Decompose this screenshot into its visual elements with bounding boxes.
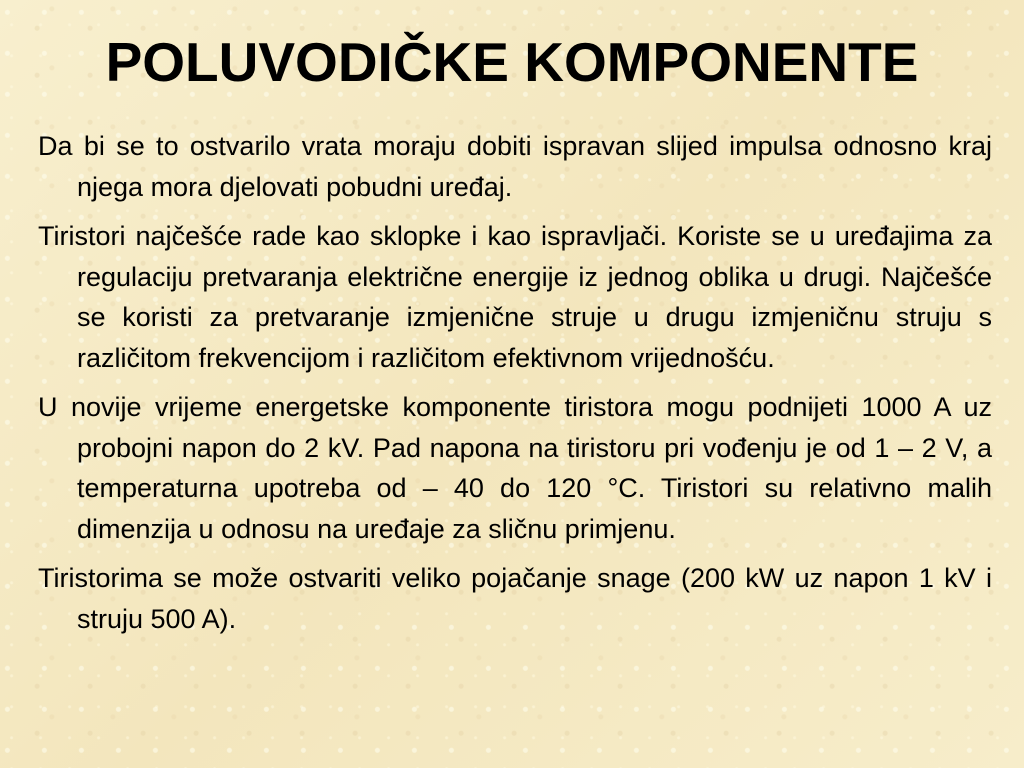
slide-content: [38, 126, 992, 648]
paragraph-1: Da bi se to ostvarilo vrata moraju dobiti ispravan slijed impulsa odnosno kraj njega mora djelovati pobudni uređaj.: [38, 131, 992, 202]
slide-title: POLUVODIČKE KOMPONENTE: [105, 31, 919, 93]
paragraph-2: Tiristori najčešće rade kao sklopke i kao ispravljači. Koriste se u uređajima za regulaciju pretvaranja električne energije iz jednog oblika u drugi. Najčešće se koristi za pretvaranje izmjenične struje u drugu izmjeničnu struju s različitom frekvencijom i različitom efektivnom vrijednošću.: [38, 221, 992, 373]
paragraph-3: U novije vrijeme energetske komponente tiristora mogu podnijeti 1000 A uz probojni napon do 2 kV. Pad napona na tiristoru pri vođenju je od 1 – 2 V, a temperaturna upotreba od – 40 do 120 °C. Tiristori su relativno malih dimenzija u odnosu na uređaje za sličnu primjenu.: [38, 392, 992, 544]
paragraph-4: Tiristorima se može ostvariti veliko pojačanje snage (200 kW uz napon 1 kV i struju 500 A).: [38, 563, 992, 634]
